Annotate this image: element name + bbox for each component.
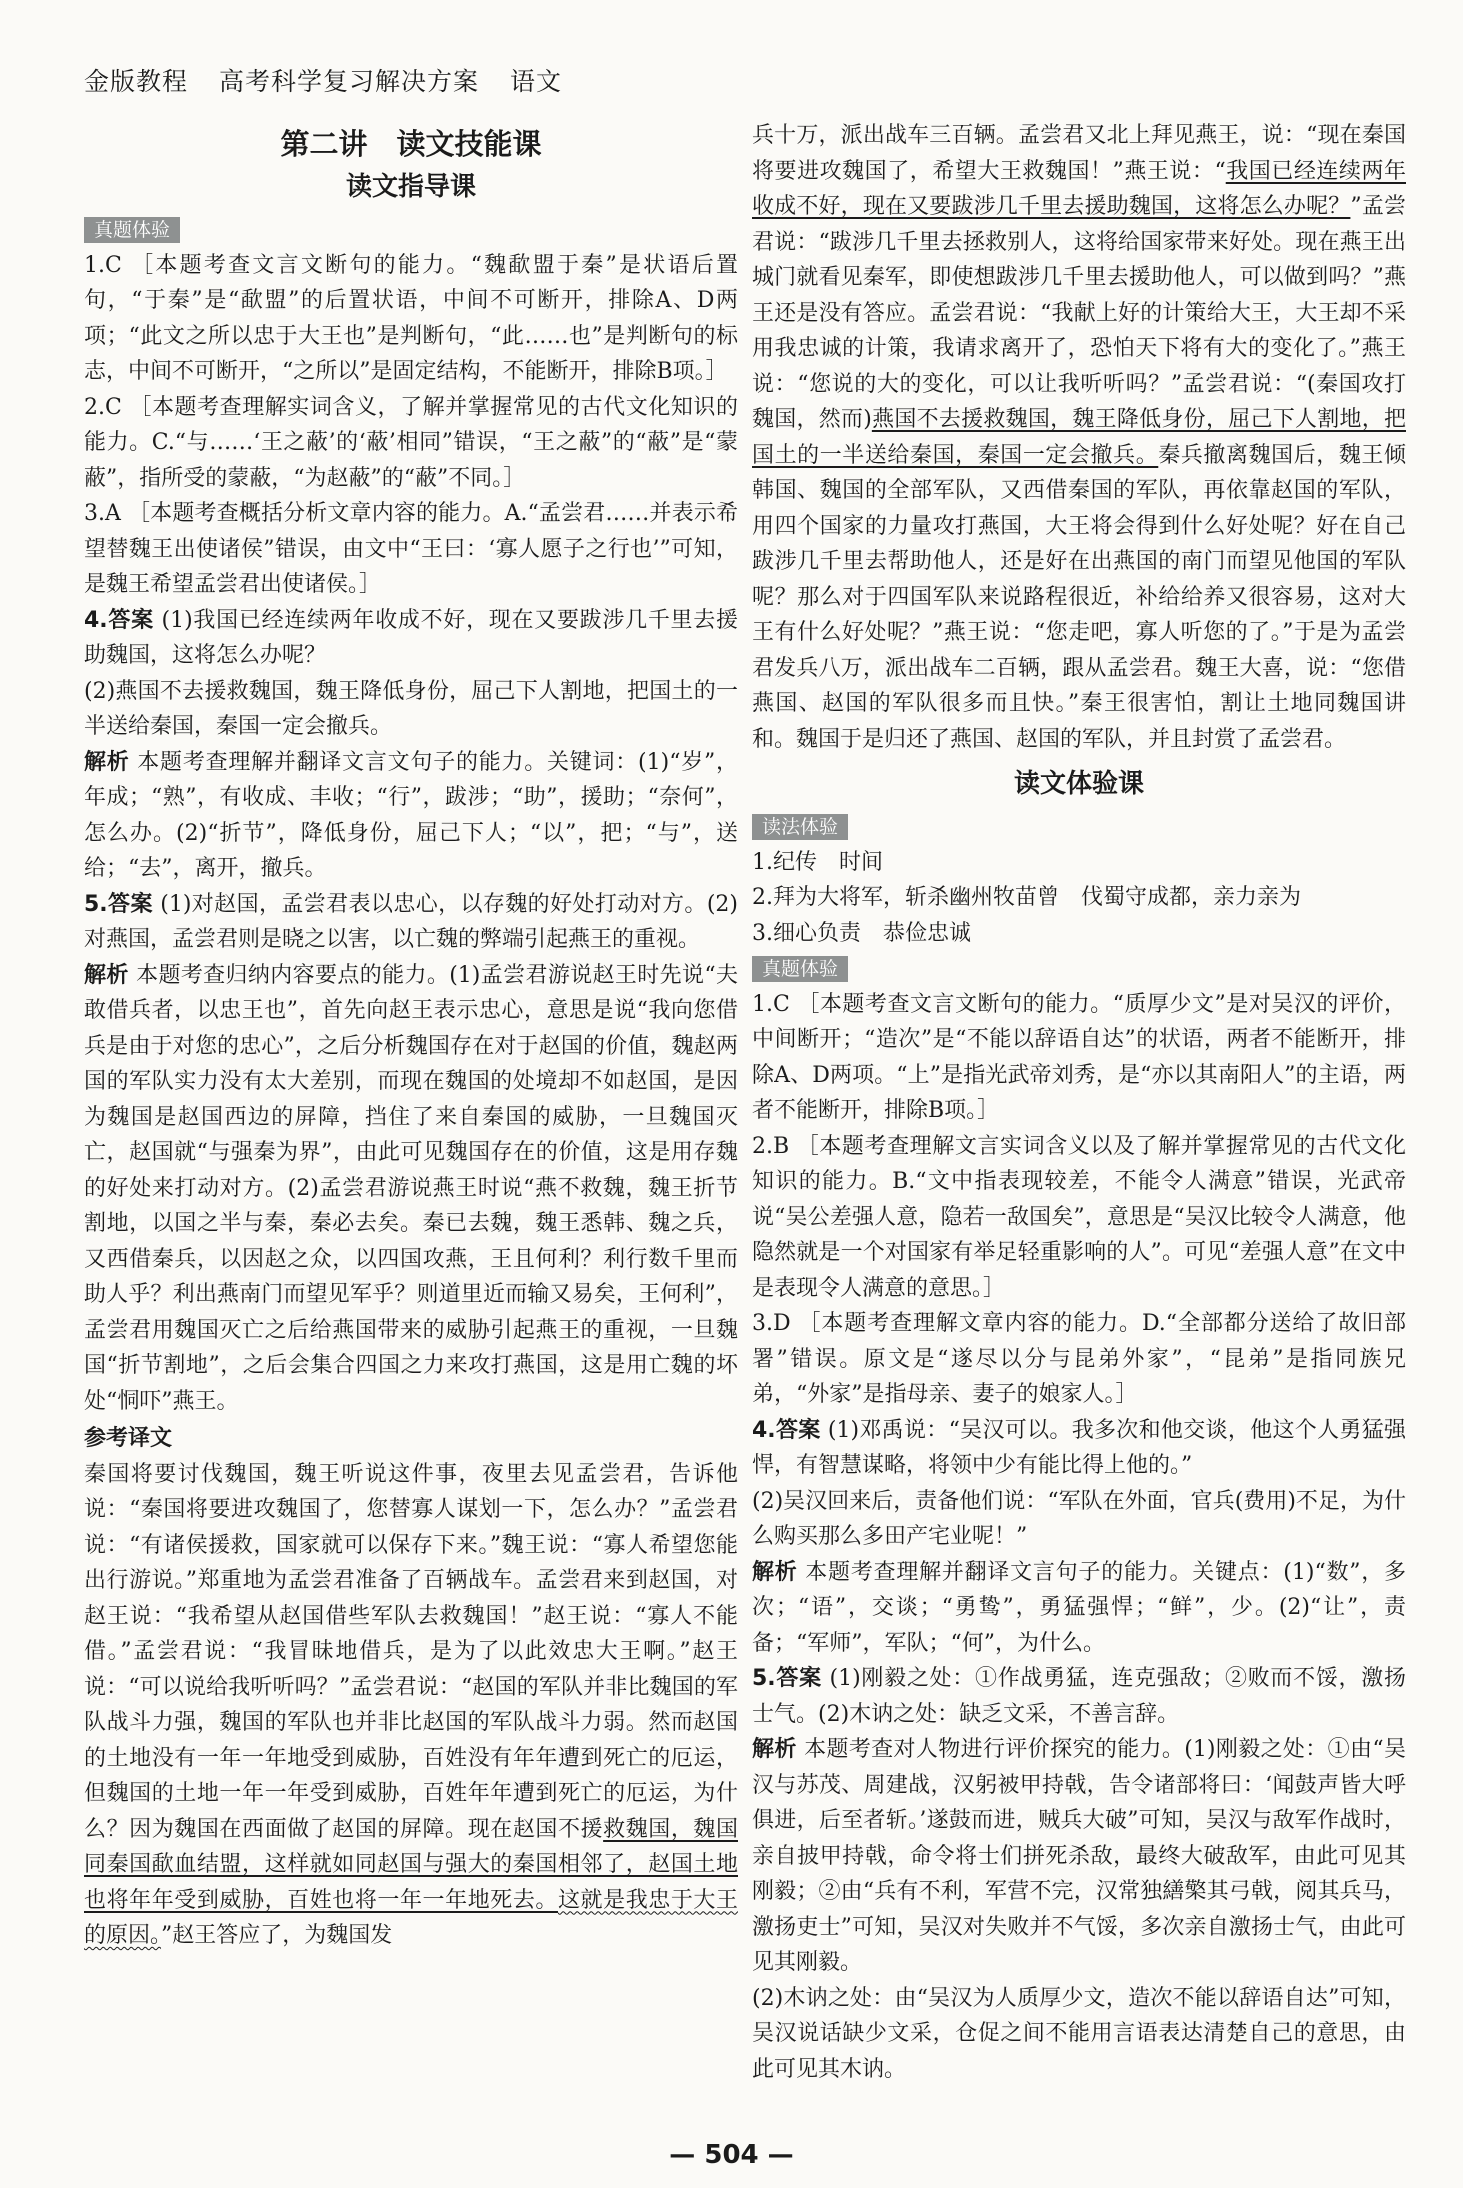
- translation-part-d: ”赵王答应了，为魏国发: [161, 1923, 393, 1948]
- answer-q5-text: (1)对赵国，孟尝君表以忠心，以存魏的好处打动对方。(2)对燕国，孟尝君则是晓之以害，以亡魏的弊端引起燕王的重视。: [84, 891, 738, 952]
- translation-underlined-2: 燕国不去援救魏国，魏王降低身份，屈己下人割地，把国土的一半送给秦国，秦国一定会撤兵。: [752, 407, 1406, 468]
- answer-q5-label: 5.答案: [84, 891, 153, 917]
- analysis-q4-text: 本题考查理解并翻译文言文句子的能力。关键词：(1)“岁”，年成；“熟”，有收成、丰收；“行”，跋涉；“助”，援助；“奈何”，怎么办。(2)“折节”，降低身份，屈己下人；“以”，把；“与”，送给；“去”，离开，撤兵。: [84, 749, 738, 881]
- analysis-q5-label: 解析: [84, 962, 129, 988]
- answer-q5: [84, 887, 738, 958]
- answer-q1: 1.C ［本题考查文言文断句的能力。“魏歃盟于秦”是状语后置句，“于秦”是“歃盟”的后置状语，中间不可断开，排除A、D两项；“此文之所以忠于大王也”是判断句，“此……也”是判断句的标志，中间不可断开，“之所以”是固定结构，不能断开，排除B项。］: [84, 252, 738, 384]
- exp-answer-q5-text: (1)刚毅之处：①作战勇猛，连克强敌；②败而不馁，激扬士气。(2)木讷之处：缺乏文采，不善言辞。: [752, 1666, 1406, 1727]
- experience-lesson-title: 读文体验课: [1013, 769, 1144, 799]
- translation-cont-e: 秦兵撤离魏国后，魏王倾韩国、魏国的全部军队，又西借秦国的军队，再依靠赵国的军队，用四个国家的力量攻打燕国，大王将会得到什么好处呢？好在自己跋涉几千里去帮助他人，还是好在出燕国的南门而望见他国的军队呢？那么对于四国军队来说路程很近，补给给养又很容易，这对大王有什么好处呢？”燕王说：“您走吧，寡人听您的了。”于是为孟尝君发兵八万，派出战车二百辆，跟从孟尝君。魏王大喜，说：“您借燕国、赵国的军队很多而且快。”秦王很害怕，割让土地同魏国讲和。魏国于是归还了燕国、赵国的军队，并且封赏了孟尝君。: [752, 442, 1406, 752]
- exp-answer-q1: 1.C ［本题考查文言文断句的能力。“质厚少文”是对吴汉的评价，中间断开；“造次”是“不能以辞语自达”的状语，两者不能断开，排除A、D两项。“上”是指光武帝刘秀，是“亦以其南阳人”的主语，两者不能断开，排除B项。］: [752, 991, 1406, 1123]
- section-tag-real-exam-2: 真题体验: [752, 956, 848, 982]
- analysis-q5: [84, 958, 738, 1420]
- translation-continued: [752, 118, 1406, 757]
- exp-analysis-q5-text1: 本题考查对人物进行评价探究的能力。(1)刚毅之处：①由“吴汉与苏茂、周建战，汉躬被甲持戟，告令诸部将曰：‘闻鼓声皆大呼俱进，后至者斩。’遂鼓而进，贼兵大破”可知，吴汉与敌军作战时，亲自披甲持戟，命令将士们拼死杀敌，最终大破敌军，由此可见其刚毅；②由“兵有不利，军营不完，汉常独繕檠其弓戟，阅其兵马，激扬吏士”可知，吴汉对失败并不气馁，多次亲自激扬士气，由此可见其刚毅。: [752, 1737, 1406, 1975]
- reference-translation-title: 参考译文: [84, 1426, 173, 1451]
- translation-cont-c: ”孟尝君说：“跋涉几千里去拯救别人，这将给国家带来好处。现在燕王出城门就看见秦军，即使想跋涉几千里去援助他人，可以做到吗？”燕王还是没有答应。孟尝君说：“我献上好的计策给大王，大王却不采用我忠诚的计策，我请求离开了，恐怕天下将有大的变化了。”燕王说：“您说的大的变化，可以让我听听吗？”孟尝君说：“(秦国攻打魏国，然而): [752, 194, 1406, 432]
- section-tag-reading-method: 读法体验: [752, 814, 848, 840]
- section-tag-real-exam: 真题体验: [84, 217, 180, 243]
- answer-q4-label: 4.答案: [84, 607, 154, 633]
- lecture-title: 第二讲 读文技能课: [280, 127, 542, 161]
- reference-translation-text: [84, 1457, 738, 1954]
- analysis-q5-text: 本题考查归纳内容要点的能力。(1)孟尝君游说赵王时先说“夫敢借兵者，以忠王也”，首先向赵王表示忠心，意思是说“我向您借兵是由于对您的忠心”，之后分析魏国存在对于赵国的价值，魏赵两国的军队实力没有太大差别，而现在魏国的处境却不如赵国，是因为魏国是赵国西边的屏障，挡住了来自秦国的威胁，一旦魏国灭亡，赵国就“与强秦为界”，由此可见魏国存在的价值，这是用存魏的好处来打动对方。(2)孟尝君游说燕王时说“燕不救魏，魏王折节割地，以国之半与秦，秦必去矣。秦已去魏，魏王悉韩、魏之兵，又西借秦兵，以因赵之众，以四国攻燕，王且何利？利行数千里而助人乎？利出燕南门而望见军乎？则道里近而输又易矣，王何利”，孟尝君用魏国灭亡之后给燕国带来的威胁引起燕王的重视，一旦魏国“折节割地”，之后会集合四国之力来攻打燕国，这是用亡魏的坏处“恫吓”燕王。: [84, 962, 738, 1414]
- exp-analysis-q5: [752, 1732, 1406, 1981]
- exp-answer-q2: 2.B ［本题考查理解文言实词含义以及了解并掌握常见的古代文化知识的能力。B.“文中指表现较差，不能令人满意”错误，光武帝说“吴公差强人意，隐若一敌国矣”，意思是“吴汉比较令人满意，他隐然就是一个对国家有举足轻重影响的人”。可见“差强人意”在文中是表现令人满意的意思。］: [752, 1133, 1407, 1301]
- guide-lesson-title: 读文指导课: [345, 172, 476, 202]
- translation-cont-a: 兵十万，派出战车三百辆。孟尝君又北上拜见燕王，说：“现在秦国将要进攻魏国了，希望大王救魏国！”燕王说：“: [752, 123, 1406, 184]
- reading-method-2: 2.拜为大将军，斩杀幽州牧苗曾 伐蜀守成都，亲力亲为: [752, 885, 1301, 910]
- exp-analysis-q4: [752, 1555, 1406, 1662]
- left-column: [84, 118, 738, 1954]
- answer-q2: 2.C ［本题考查理解实词含义，了解并掌握常见的古代文化知识的能力。C.“与……‘王之蔽’的‘蔽’相同”错误，“王之蔽”的“蔽”是“蒙蔽”，指所受的蒙蔽，“为赵蔽”的“蔽”不同。］: [84, 394, 738, 491]
- answer-q3: 3.A ［本题考查概括分析文章内容的能力。A.“孟尝君……并表示希望替魏王出使诸侯”错误，由文中“王曰：‘寡人愿子之行也’”可知，是魏王希望孟尝君出使诸侯。］: [84, 501, 738, 597]
- exp-answer-q4: [752, 1413, 1406, 1484]
- exp-analysis-q5-text2: (2)木讷之处：由“吴汉为人质厚少文，造次不能以辞语自达”可知，吴汉说话缺少文采，仓促之间不能用言语表达清楚自己的意思，由此可见其木讷。: [752, 1985, 1406, 2082]
- answer-q4-part1: (1)我国已经连续两年收成不好，现在又要跋涉几千里去援助魏国，这将怎么办呢？: [84, 607, 738, 668]
- answer-q4-part2: (2)燕国不去援救魏国，魏王降低身份，屈己下人割地，把国土的一半送给秦国，秦国一定会撤兵。: [84, 678, 738, 739]
- translation-wavy-part: 这就是我忠于大王的原因。: [84, 1887, 738, 1948]
- exp-answer-q4-label: 4.答案: [752, 1417, 821, 1443]
- page-number: — 504 —: [669, 2140, 794, 2170]
- exp-answer-q4-part2: (2)吴汉回来后，责备他们说：“军队在外面，官兵(费用)不足，为什么购买那么多田产宅业呢！”: [752, 1488, 1406, 1549]
- running-header: [84, 62, 584, 98]
- header-series: 高考科学复习解决方案: [218, 67, 479, 96]
- header-brand: 金版教程: [84, 67, 189, 96]
- analysis-q4-label: 解析: [84, 749, 130, 775]
- header-subject: 语文: [509, 67, 562, 96]
- exp-answer-q3: 3.D ［本题考查理解文章内容的能力。D.“全部都分送给了故旧部署”错误。原文是“遂尽以分与昆弟外家”，“昆弟”是指同族兄弟，“外家”是指母亲、妻子的娘家人。］: [752, 1311, 1406, 1407]
- translation-part-a: 秦国将要讨伐魏国，魏王听说这件事，夜里去见孟尝君，告诉他说：“秦国将要进攻魏国了，您替寡人谋划一下，怎么办？”孟尝君说：“有诸侯援救，国家就可以保存下来。”魏王说：“寡人希望您能出行游说。”郑重地为孟尝君准备了百辆战车。孟尝君来到赵国，对赵王说：“我希望从赵国借些军队去救魏国！”赵王说：“寡人不能借。”孟尝君说：“我冒昧地借兵，是为了以此效忠大王啊。”赵王说：“可以说给我听听吗？”孟尝君说：“赵国的军队并非比魏国的军队战斗力强，魏国的军队也并非比赵国的军队战斗力弱。然而赵国的土地没有一年一年地受到威胁，百姓没有年年遭到死亡的厄运，但魏国的土地一年一年受到威胁，百姓年年遭到死亡的厄运，为什么？因为魏国在西面做了赵国的屏障。现在赵国不援: [84, 1461, 738, 1842]
- exp-analysis-q5-label: 解析: [752, 1737, 797, 1762]
- exp-answer-q5-label: 5.答案: [752, 1666, 822, 1691]
- exp-analysis-q4-label: 解析: [752, 1559, 798, 1585]
- answer-q4: [84, 603, 738, 674]
- exp-answer-q4-part1: (1)邓禹说：“吴汉可以。我多次和他交谈，他这个人勇猛强悍，有智慧谋略，将领中少有能比得上他的。”: [752, 1417, 1406, 1478]
- translation-underlined-part: 救魏国，魏国同秦国歃血结盟，这样就如同赵国与强大的秦国相邻了，赵国土地也将年年受到威胁，百姓也将一年一年地死去。: [84, 1816, 738, 1913]
- reading-method-3: 3.细心负责 恭俭忠诚: [752, 920, 971, 946]
- exp-answer-q5: [752, 1661, 1406, 1732]
- reading-method-1: 1.纪传 时间: [752, 849, 883, 875]
- exp-analysis-q4-text: 本题考查理解并翻译文言句子的能力。关键点：(1)“数”，多次；“语”，交谈；“勇鸷”，勇猛强悍；“鲜”，少。(2)“让”，责备；“军师”，军队；“何”，为什么。: [752, 1559, 1406, 1656]
- translation-underlined-1: 我国已经连续两年收成不好，现在又要跋涉几千里去援助魏国，这将怎么办呢？: [752, 158, 1406, 219]
- right-column: [752, 118, 1406, 2087]
- analysis-q4: [84, 745, 738, 887]
